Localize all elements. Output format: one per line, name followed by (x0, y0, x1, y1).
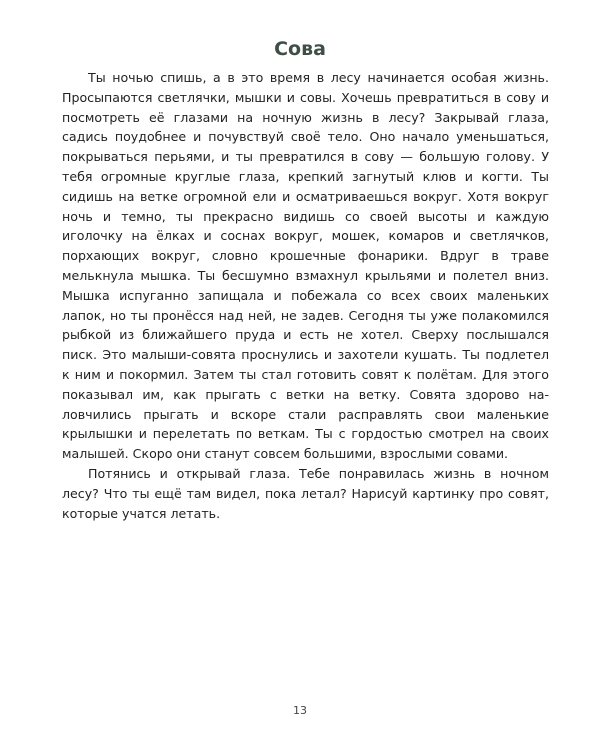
story-text (62, 68, 549, 523)
story-paragraph-2: Потянись и открывай глаза. Тебе понравилась жизнь в ночном лесу? Что ты ещё там видел, пока летал? Нарисуй картинку про совят, которые учатся летать. (62, 465, 549, 521)
page-title: Сова (274, 38, 326, 60)
story-paragraph-1: Ты ночью спишь, а в это время в лесу начинается особая жизнь. Просыпаются светлячки, мышки и совы. Хочешь превратиться в сову и посмотреть её глазами на ночную жизнь в лесу? Закрывай глаза, садись поудобнее и почувствуй своё тело. Оно начало уменьшаться, покрываться перьями, и ты превратился в сову — большую голову. У тебя огромные круглые глаза, крепкий загнутый клюв и когти. Ты сидишь на ветке огромной ели и осматриваешься вокруг. Хотя вокруг ночь и темно, ты прекрасно видишь со своей высоты и каждую иголочку на ёлках и соснах вокруг, мошек, комаров и светлячков, порхающих вокруг, словно крошечные фонарики. Вдруг в траве мелькнула мышка. Ты бесшумно взмахнул крыльями и полетел вниз. Мышка испуганно запищала и побежала со всех своих маленьких лапок, но ты пронёсся над ней, не задев. Сегодня ты уже полакомился рыбкой из ближайшего пруда и есть не хотел. Сверху послышался писк. Это малыши-совята проснулись и захотели кушать. Ты подлетел к ним и покормил. Затем ты стал готовить совят к полётам. Для этого показывал им, как прыгать с ветки на ветку. Совята здорово наловчились прыгать и вскоре стали расправлять свои маленькие крылышки и перелетать по веткам. Ты с гордостью смотрел на своих малышей. Скоро они станут совсем большими, взрослыми совами. (62, 70, 549, 462)
page-number: 13 (293, 704, 307, 717)
